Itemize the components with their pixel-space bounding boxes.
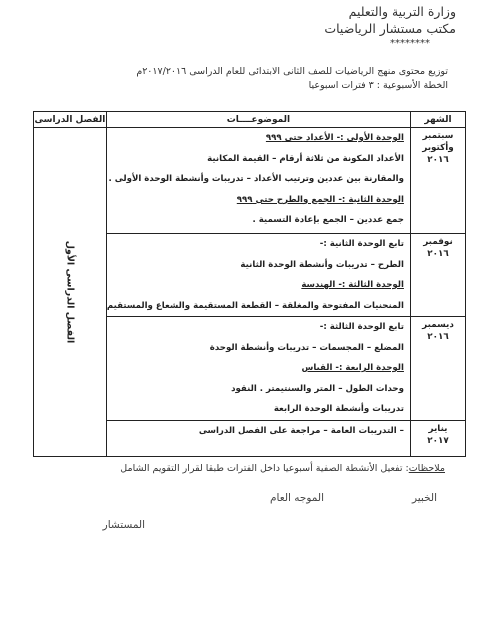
- month-line: ٢٠١٦: [427, 155, 449, 165]
- curriculum-table: [33, 111, 466, 457]
- unit-heading: الوحدة الثالثة :- الهندسة: [301, 280, 404, 290]
- month-line: سبتمبر: [422, 131, 454, 141]
- stars-divider: ********: [390, 38, 430, 49]
- table-header-row: [34, 112, 466, 128]
- document-title: توزيع محتوى منهج الرياضيات للصف الثانى الابتدائى للعام الدراسى ٢٠١٧/٢٠١٦م: [136, 66, 448, 77]
- ministry-name: وزارة التربية والتعليم: [348, 4, 456, 19]
- topic-line: الطرح – تدريبات وأنشطة الوحدة الثانية: [240, 259, 404, 270]
- topic-line: المنحنيات المفتوحة والمغلقة – القطعة المستقيمة والشعاع والمستقيم: [106, 300, 404, 311]
- topic-line: وحدات الطول – المتر والسنتيمتر . النقود: [231, 383, 404, 394]
- expert-signature: الخبير: [411, 492, 437, 504]
- weekly-plan: الخطة الأسبوعية : ٣ فترات اسبوعيا: [308, 80, 448, 91]
- consultant-signature: المستشار: [102, 519, 145, 531]
- month-cell: [410, 128, 465, 234]
- header-topics: الموضوعــــات: [106, 112, 410, 128]
- topic-line: جمع عددين – الجمع بإعادة التسمية .: [252, 215, 404, 225]
- notes-label: ملاحظات: [408, 463, 445, 474]
- table-row: [34, 128, 466, 234]
- topic-line: تابع الوحدة الثانية :-: [319, 239, 404, 249]
- topic-line: تابع الوحدة الثالثة :-: [319, 322, 404, 332]
- topic-line: المضلع – المجسمات – تدريبات وأنشطة الوحدة: [209, 342, 404, 353]
- month-line: ٢٠١٧: [427, 435, 449, 446]
- header-semester: الفصل الدراسى: [34, 112, 107, 128]
- month-line: نوفمبر: [423, 237, 453, 247]
- month-line: ٢٠١٦: [427, 249, 449, 259]
- month-cell: [410, 317, 465, 421]
- topics-cell: [106, 420, 410, 456]
- notes: [120, 463, 445, 474]
- unit-heading: الوحدة الثانية :- الجمع والطرح حتى ٩٩٩: [236, 194, 404, 205]
- month-line: وأكتوبر: [422, 143, 454, 153]
- topic-line: – التدريبات العامة – مراجعة على الفصل الدراسى: [198, 425, 404, 436]
- unit-heading: الوحدة الرابعة :- القياس: [301, 363, 404, 373]
- header-month: الشهر: [410, 112, 465, 128]
- topic-line: تدريبات وأنشطة الوحدة الرابعة: [273, 404, 404, 414]
- semester-label: الفصل الدراسى الأول: [64, 240, 76, 344]
- supervisor-signature: الموجه العام: [270, 492, 324, 504]
- topic-line: الأعداد المكونة من ثلاثة أرقام – القيمة المكانية: [207, 153, 404, 164]
- topics-cell: [106, 128, 410, 234]
- topics-cell: [106, 317, 410, 421]
- month-line: ٢٠١٦: [427, 332, 449, 342]
- month-line: ديسمبر: [422, 320, 454, 330]
- office-name: مكتب مستشار الرياضيات: [324, 21, 456, 36]
- month-line: يناير: [428, 423, 448, 434]
- notes-text: : تفعيل الأنشطة الصفية أسبوعيا داخل الفترات طبقا لقرار التقويم الشامل: [120, 463, 409, 474]
- unit-heading: الوحدة الأولى :- الأعداد حتى ٩٩٩: [265, 133, 404, 143]
- month-cell: [410, 234, 465, 317]
- semester-cell: [34, 128, 107, 457]
- topic-line: والمقارنة بين عددين وترتيب الأعداد – تدريبات وأنشطة الوحدة الأولى .: [108, 174, 404, 184]
- topics-cell: [106, 234, 410, 317]
- month-cell: [410, 420, 465, 456]
